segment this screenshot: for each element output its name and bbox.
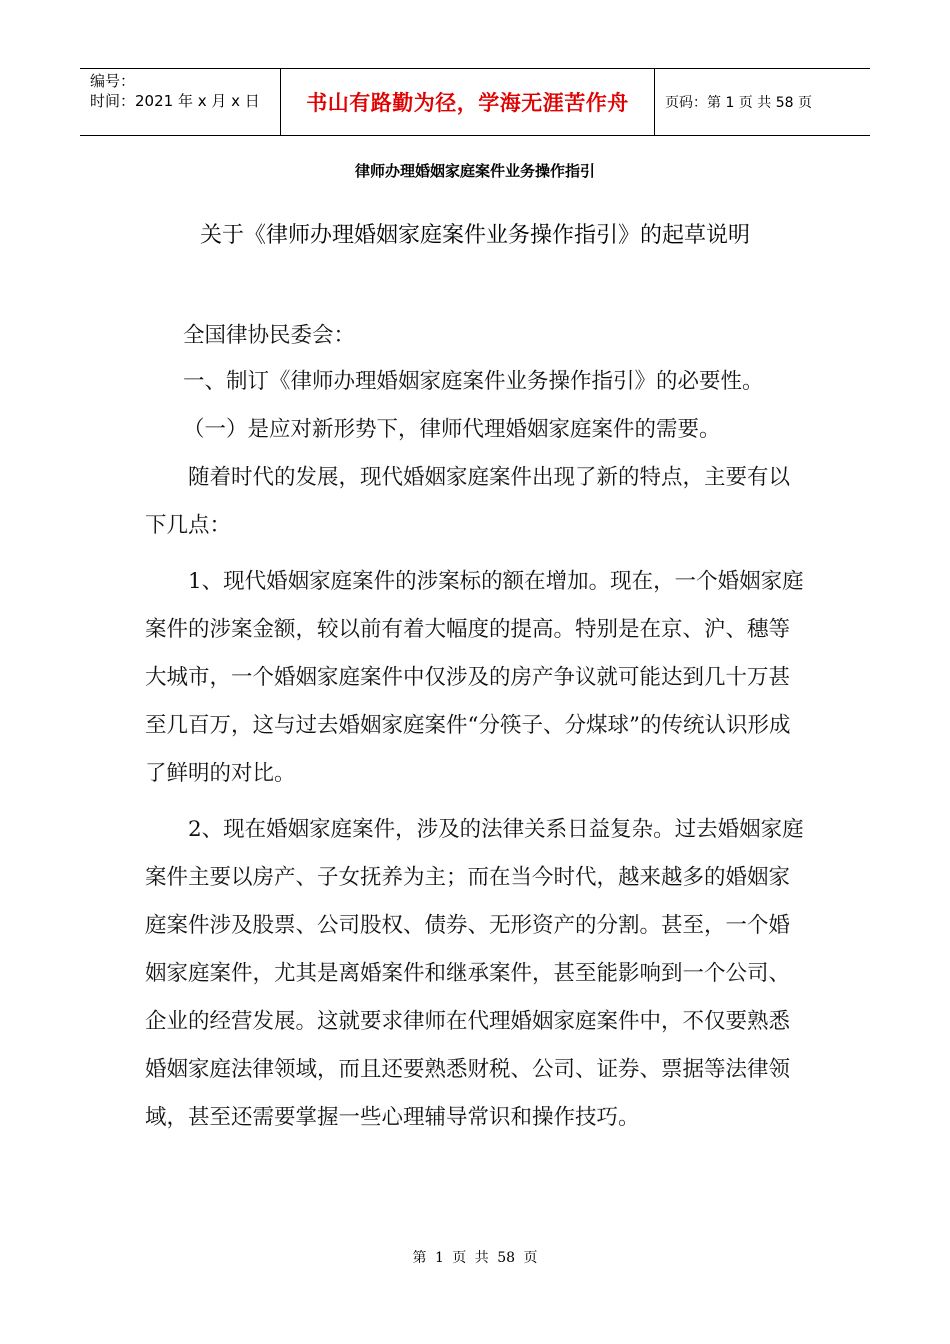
document-body bbox=[145, 358, 810, 1142]
header-motto: 书山有路勤为径，学海无涯苦作舟 bbox=[280, 69, 655, 135]
section-heading: 一、制订《律师办理婚姻家庭案件业务操作指引》的必要性。 bbox=[183, 369, 764, 394]
salutation: 全国律协民委会： bbox=[183, 323, 356, 348]
subsection-heading: （一）是应对新形势下，律师代理婚姻家庭案件的需要。 bbox=[183, 417, 721, 442]
number-label: 编号： bbox=[90, 72, 136, 90]
header-page-info: 页码：第 1 页 共 58 页 bbox=[665, 95, 812, 111]
document-title: 律师办理婚姻家庭案件业务操作指引 bbox=[354, 162, 595, 180]
page-footer: 第 1 页 共 58 页 bbox=[412, 1250, 538, 1266]
header-meta bbox=[80, 69, 280, 135]
body-paragraph: 随着时代的发展，现代婚姻家庭案件出现了新的特点，主要有以下几点： bbox=[145, 465, 791, 538]
time-label: 时间：2021 年 x 月 x 日 bbox=[90, 92, 260, 110]
body-paragraph: 1、现代婚姻家庭案件的涉案标的额在增加。现在，一个婚姻家庭案件的涉案金额，较以前有着大幅度的提高。特别是在京、沪、穗等大城市，一个婚姻家庭案件中仅涉及的房产争议就可能达到几十万甚至几百万，这与过去婚姻家庭案件“分筷子、分煤球”的传统认识形成了鲜明的对比。 bbox=[145, 569, 804, 786]
document-subtitle: 关于《律师办理婚姻家庭案件业务操作指引》的起草说明 bbox=[199, 223, 750, 248]
body-paragraph: 2、现在婚姻家庭案件，涉及的法律关系日益复杂。过去婚姻家庭案件主要以房产、子女抚养为主；而在当今时代，越来越多的婚姻家庭案件涉及股票、公司股权、债券、无形资产的分割。甚至，一个婚姻家庭案件，尤其是离婚案件和继承案件，甚至能影响到一个公司、企业的经营发展。这就要求律师在代理婚姻家庭案件中，不仅要熟悉婚姻家庭法律领域，而且还要熟悉财税、公司、证券、票据等法律领域，甚至还需要掌握一些心理辅导常识和操作技巧。 bbox=[145, 817, 804, 1130]
page-header bbox=[80, 68, 870, 136]
